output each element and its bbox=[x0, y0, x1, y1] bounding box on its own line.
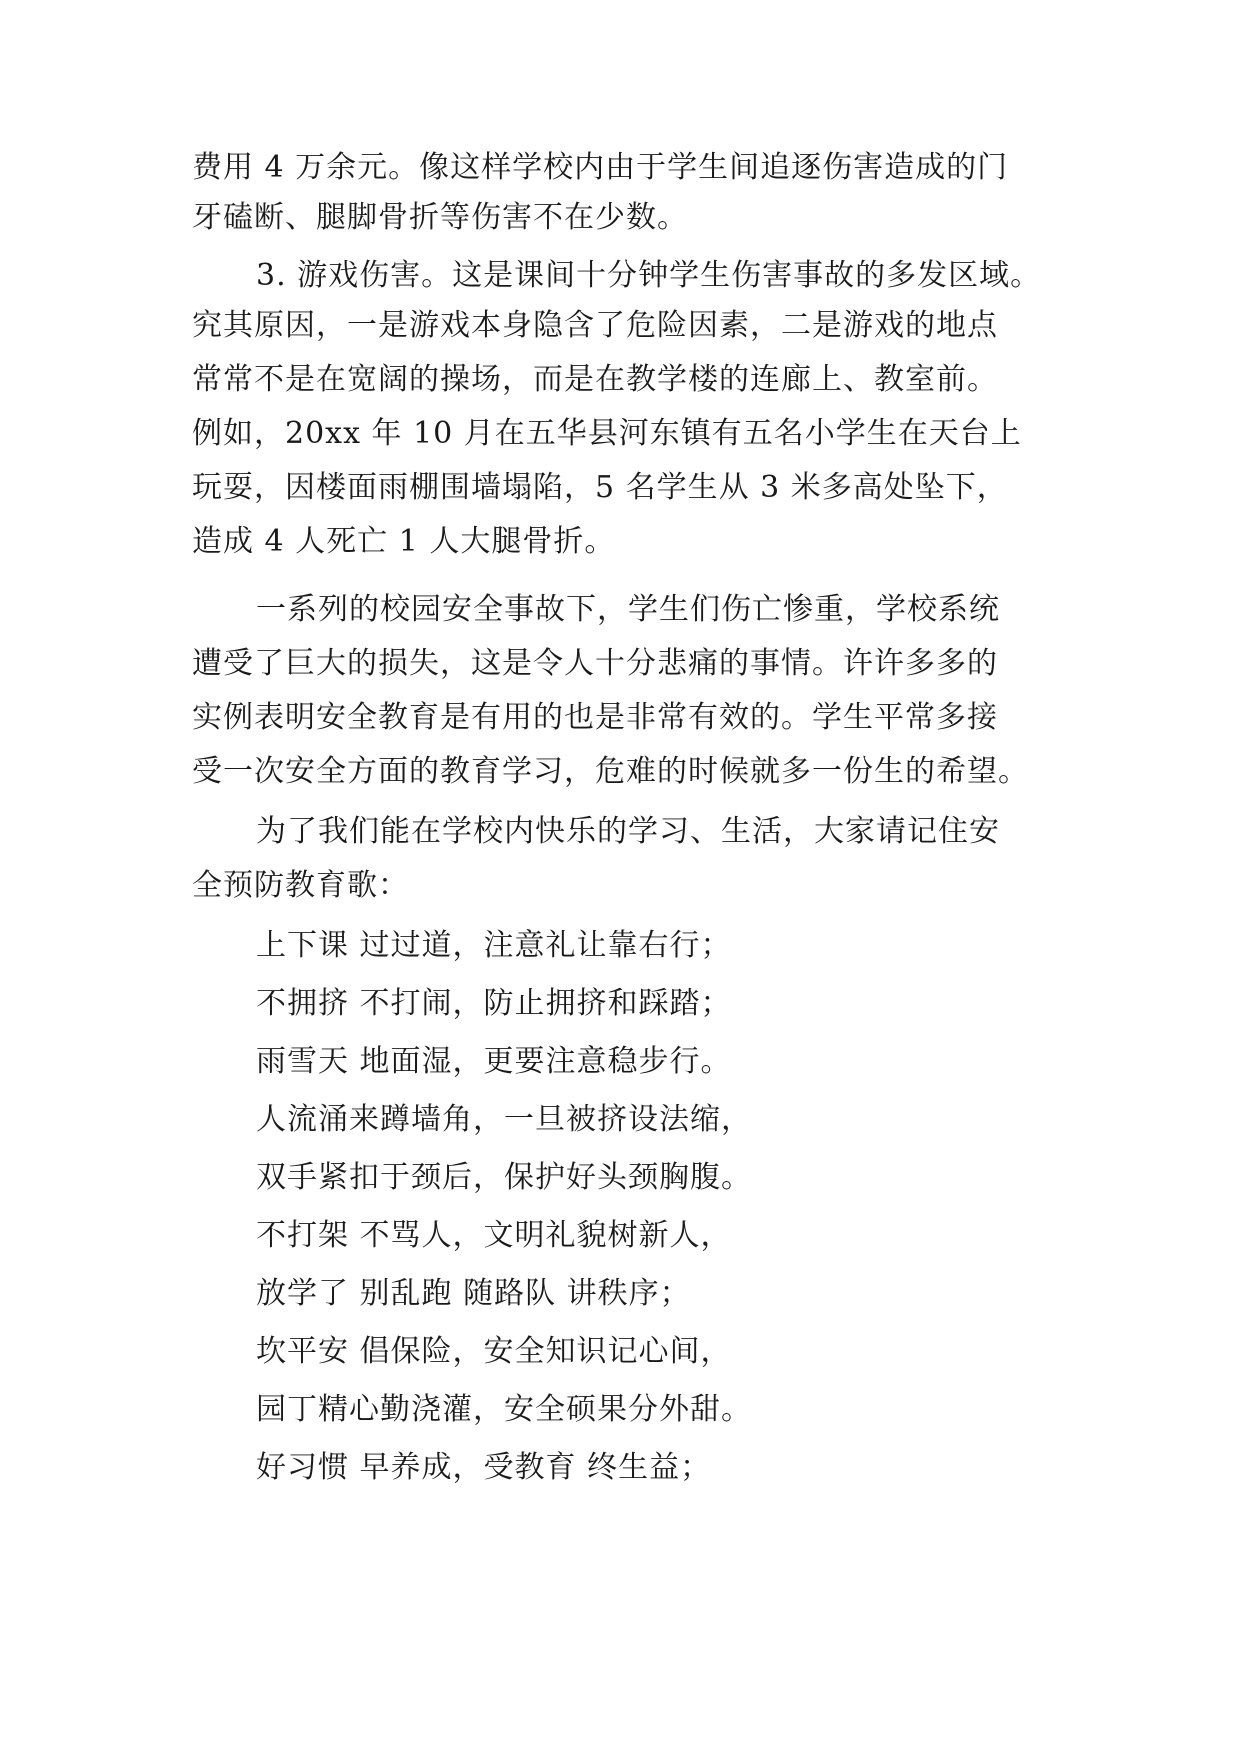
song-line: 上下课 过过道，注意礼让靠右行； bbox=[256, 928, 732, 963]
song-line: 雨雪天 地面湿，更要注意稳步行。 bbox=[256, 1044, 732, 1079]
song-line: 不拥挤 不打闹，防止拥挤和踩踏； bbox=[256, 986, 732, 1021]
song-line: 双手紧扣于颈后，保护好头颈胸腹。 bbox=[256, 1160, 752, 1195]
paragraph-line: 例如，20xx 年 10 月在五华县河东镇有五名小学生在天台上 bbox=[192, 416, 1022, 451]
song-line: 坎平安 倡保险，安全知识记心间， bbox=[256, 1334, 732, 1369]
paragraph-line: 受一次安全方面的教育学习，危难的时候就多一份生的希望。 bbox=[192, 754, 1029, 789]
song-line: 好习惯 早养成，受教育 终生益； bbox=[256, 1450, 712, 1485]
paragraph-line: 全预防教育歌： bbox=[192, 868, 409, 903]
song-line: 人流涌来蹲墙角，一旦被挤设法缩， bbox=[256, 1102, 752, 1137]
paragraph-line: 究其原因，一是游戏本身隐含了危险因素，二是游戏的地点 bbox=[192, 308, 998, 343]
song-line: 园丁精心勤浇灌，安全硕果分外甜。 bbox=[256, 1392, 752, 1427]
paragraph-line: 实例表明安全教育是有用的也是非常有效的。学生平常多接 bbox=[192, 700, 998, 735]
paragraph-line: 一系列的校园安全事故下，学生们伤亡惨重，学校系统 bbox=[256, 592, 1000, 627]
song-line: 不打架 不骂人，文明礼貌树新人， bbox=[256, 1218, 732, 1253]
song-line: 放学了 别乱跑 随路队 讲秩序； bbox=[256, 1276, 691, 1311]
paragraph-line: 常常不是在宽阔的操场，而是在教学楼的连廊上、教室前。 bbox=[192, 362, 998, 397]
paragraph-line: 3. 游戏伤害。这是课间十分钟学生伤害事故的多发区域。 bbox=[256, 258, 1042, 293]
paragraph-line: 牙磕断、腿脚骨折等伤害不在少数。 bbox=[192, 200, 688, 235]
paragraph-line: 费用 4 万余元。像这样学校内由于学生间追逐伤害造成的门 bbox=[192, 150, 1009, 185]
paragraph-line: 为了我们能在学校内快乐的学习、生活，大家请记住安 bbox=[256, 814, 1000, 849]
paragraph-line: 玩耍，因楼面雨棚围墙塌陷，5 名学生从 3 米多高处坠下， bbox=[192, 470, 1008, 505]
paragraph-line: 造成 4 人死亡 1 人大腿骨折。 bbox=[192, 524, 616, 559]
paragraph-line: 遭受了巨大的损失，这是令人十分悲痛的事情。许许多多的 bbox=[192, 646, 998, 681]
